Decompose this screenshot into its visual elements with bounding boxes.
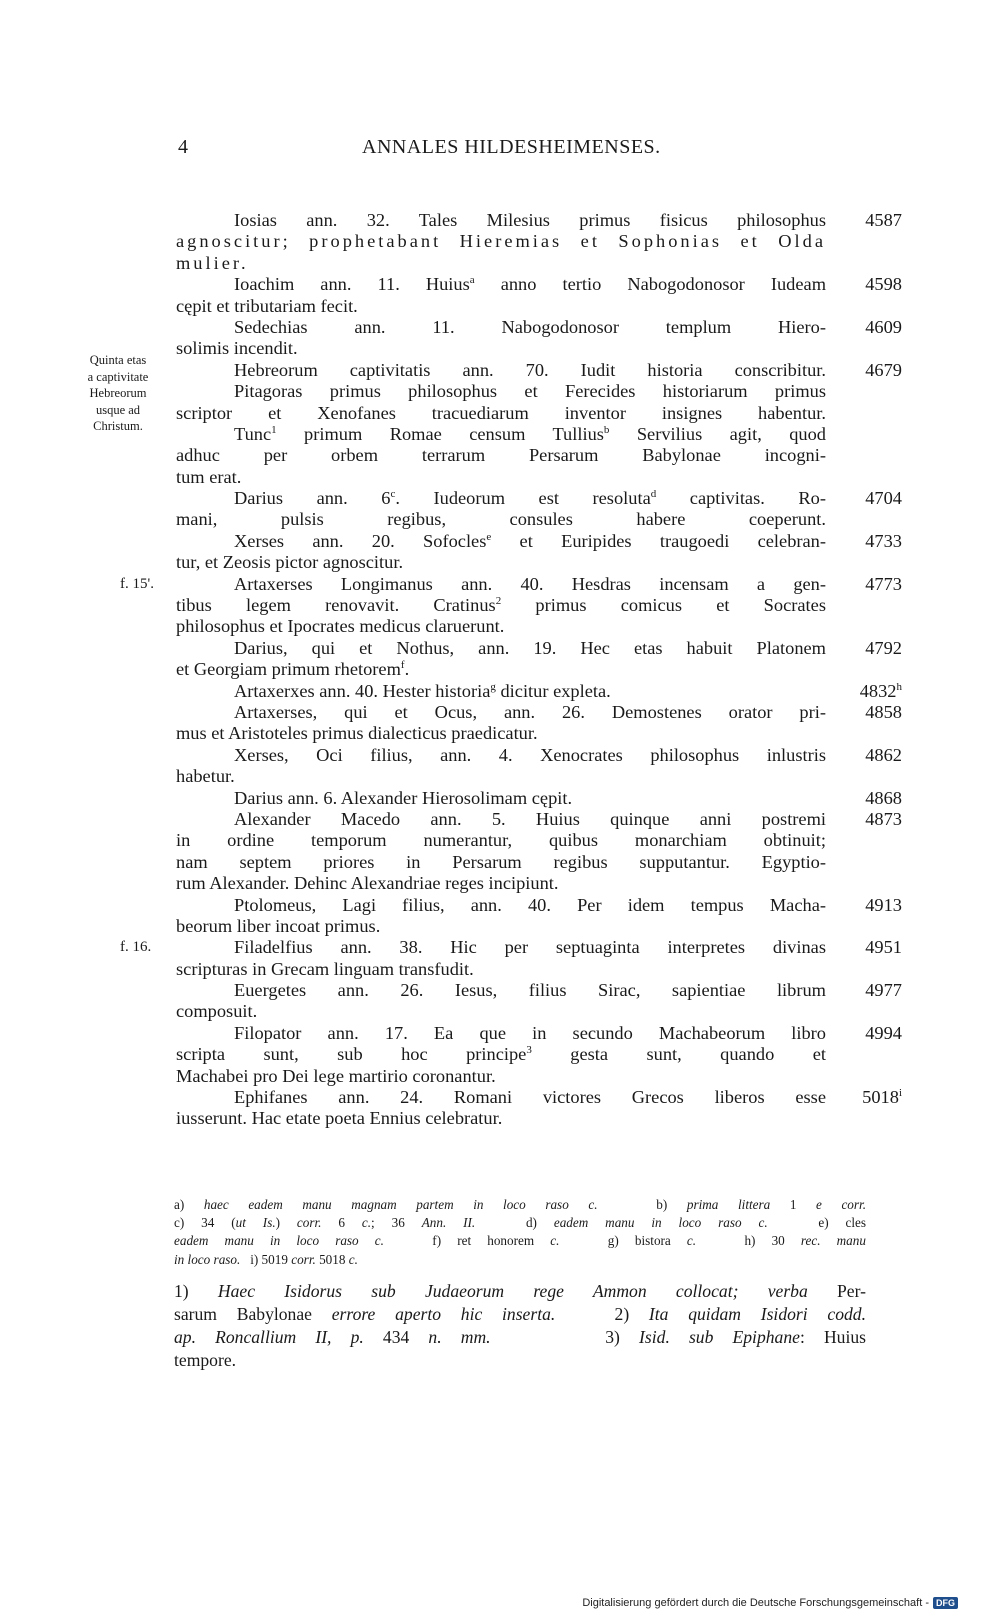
text-line: [0, 403, 1000, 424]
line-segment: dicitur expleta.: [495, 680, 611, 701]
line-segment: Sedechias ann. 11. Nabogodonosor templum Hiero-: [234, 316, 826, 337]
line-text: [176, 253, 249, 274]
running-title: ANNALES HILDESHEIMENSES.: [362, 136, 661, 158]
numbered-notes: [174, 1280, 866, 1372]
text-line: [0, 616, 1000, 637]
line-text: [176, 231, 826, 252]
line-text: [176, 552, 403, 573]
line-segment: tur, et Zeosis pictor agnoscitur.: [176, 552, 404, 573]
line-text: [176, 616, 504, 637]
line-segment: agnoscitur; prophetabant Hieremias et Sophonias et Olda: [176, 231, 826, 252]
line-text: [234, 638, 826, 659]
text-line: [0, 1001, 1000, 1022]
year-of-world: [860, 681, 902, 702]
year-value: 4733: [865, 530, 902, 551]
text-line: [0, 1066, 1000, 1087]
year-of-world: [865, 702, 902, 723]
text-line: [0, 809, 1000, 830]
line-segment: scriptor et Xenofanes tracuediarum inventor insignes habentur.: [176, 402, 826, 423]
year-value: 4862: [865, 744, 902, 765]
note-marker: f: [400, 659, 405, 672]
year-of-world: [865, 210, 902, 231]
page-header: [0, 136, 1000, 166]
note-marker: d: [650, 488, 657, 500]
text-line: [0, 766, 1000, 787]
note-marker: e: [486, 530, 492, 543]
line-segment: rum Alexander. Dehinc Alexandriae reges incipiunt.: [176, 873, 559, 894]
line-segment: solimis incendit.: [176, 338, 298, 359]
line-segment: et Euripides traugoedi celebran-: [491, 530, 826, 551]
year-of-world: [865, 488, 902, 509]
apparatus-line: in loco raso. i) 5019 corr. 5018 c.: [174, 1251, 358, 1267]
line-text: [234, 1087, 826, 1108]
text-line: [0, 445, 1000, 466]
text-line: [0, 745, 1000, 766]
line-segment: Darius ann. 6. Alexander Hierosolimam cępit.: [234, 787, 573, 808]
margin-note-line: Christum.: [93, 419, 143, 434]
line-text: [176, 1108, 502, 1129]
text-line: [0, 381, 1000, 402]
text-line: [0, 681, 1000, 702]
text-line: [0, 873, 1000, 894]
line-segment: Ptolomeus, Lagi filius, ann. 40. Per idem tempus Macha-: [234, 894, 826, 915]
line-segment: mus et Aristoteles primus dialecticus praedicatur.: [176, 723, 538, 744]
year-value: 4679: [865, 359, 902, 380]
text-line: [0, 937, 1000, 958]
note-line: sarum Babylonae errore aperto hic inserta. 2) Ita quidam Isidori codd.: [174, 1304, 866, 1324]
line-segment: philosophus et Ipocrates medicus claruerunt.: [176, 616, 505, 637]
text-line: [0, 274, 1000, 295]
margin-note-line: Quinta etas: [89, 353, 147, 367]
digitization-credit: [582, 1597, 958, 1609]
text-line: [0, 317, 1000, 338]
line-segment: Darius, qui et Nothus, ann. 19. Hec etas habuit Platonem: [234, 637, 826, 658]
text-line: [0, 338, 1000, 359]
note-marker: c: [390, 488, 396, 500]
critical-apparatus: [174, 1196, 866, 1269]
year-value: 4792: [865, 637, 902, 658]
line-text: [234, 937, 826, 958]
text-line: [0, 723, 1000, 744]
text-line: [0, 595, 1000, 616]
line-text: [234, 745, 826, 766]
year-value: 4913: [865, 894, 902, 915]
text-line: [0, 531, 1000, 552]
year-value: 4832: [859, 680, 897, 701]
year-of-world: [865, 980, 902, 1001]
year-value: 4951: [865, 937, 902, 958]
line-segment: tum erat.: [176, 466, 242, 487]
year-value: 4977: [865, 980, 902, 1001]
year-value: 4858: [865, 701, 902, 722]
text-line: [0, 852, 1000, 873]
line-text: [176, 830, 826, 851]
line-segment: Xerses, Oci filius, ann. 4. Xenocrates philosophus inlustris: [234, 744, 826, 765]
line-segment: Artaxerses Longimanus ann. 40. Hesdras incensam a gen-: [234, 573, 826, 594]
year-value: 4994: [865, 1022, 902, 1043]
line-text: [234, 809, 826, 830]
line-text: [234, 210, 826, 231]
line-segment: mulier.: [176, 252, 249, 273]
line-segment: Filopator ann. 17. Ea que in secundo Machabeorum libro: [234, 1022, 826, 1043]
text-line: [0, 467, 1000, 488]
line-text: [176, 1066, 496, 1087]
line-text: [234, 1023, 826, 1044]
text-line: [0, 488, 1000, 509]
line-segment: Darius ann. 6: [234, 488, 391, 509]
year-of-world: [865, 360, 902, 381]
line-segment: Ioachim ann. 11. Huius: [234, 274, 470, 295]
page-number: 4: [178, 136, 188, 158]
apparatus-line: c) 34 (ut Is.) corr. 6 c.; 36 Ann. II. d) eadem manu in loco raso c. e) cles: [174, 1215, 866, 1231]
line-text: [176, 595, 826, 616]
margin-note-line: a captivitate: [87, 369, 149, 384]
folio-mark: f. 15'.: [120, 575, 154, 592]
line-segment: Xerses ann. 20. Sofocles: [234, 530, 487, 551]
note-line: ap. Roncallium II, p. 434 n. mm. 3) Isid. sub Epiphane: Huius: [174, 1327, 866, 1347]
text-line: [0, 552, 1000, 573]
line-text: [234, 317, 826, 338]
line-text: [234, 381, 826, 402]
text-line: [0, 231, 1000, 252]
line-text: [176, 338, 298, 359]
line-text: [176, 766, 235, 787]
line-segment: scripta sunt, sub hoc principe: [176, 1044, 527, 1065]
note-marker: a: [469, 274, 475, 287]
text-line: [0, 916, 1000, 937]
year-of-world: [865, 745, 902, 766]
year-note-marker: h: [896, 680, 902, 693]
line-text: [234, 681, 611, 702]
line-segment: adhuc per orbem terrarum Persarum Babylonae incogni-: [176, 445, 826, 466]
text-line: [0, 638, 1000, 659]
line-segment: Alexander Macedo ann. 5. Huius quinque anni postremi: [234, 808, 826, 829]
line-text: [176, 659, 409, 680]
text-line: [0, 702, 1000, 723]
line-segment: gesta sunt, quando et: [531, 1044, 826, 1065]
line-segment: et Georgiam primum rhetorem: [176, 659, 401, 680]
line-segment: scripturas in Grecam linguam transfudit.: [176, 958, 474, 979]
line-text: [176, 852, 826, 873]
line-text: [234, 574, 826, 595]
line-segment: Pitagoras primus philosophus et Ferecides historiarum primus: [234, 381, 826, 402]
apparatus-line: a) haec eadem manu magnam partem in loco raso c. b) prima littera 1 e corr.: [174, 1197, 866, 1212]
text-line: [0, 959, 1000, 980]
line-text: [234, 488, 826, 509]
text-line: [0, 659, 1000, 680]
line-segment: in ordine temporum numerantur, quibus monarchiam obtinuit;: [176, 830, 826, 851]
year-value: 4598: [865, 274, 902, 295]
year-value: 4868: [865, 787, 902, 808]
note-marker: g: [490, 680, 496, 693]
text-line: [0, 980, 1000, 1001]
dfg-logo: DFG: [933, 1597, 958, 1609]
apparatus-line: eadem manu in loco raso c. f) ret honorem c. g) bistora c. h) 30 rec. manu: [174, 1233, 866, 1249]
line-text: [234, 980, 826, 1001]
line-segment: Ephifanes ann. 24. Romani victores Grecos liberos esse: [234, 1087, 826, 1108]
line-segment: primum Romae censum Tullius: [276, 423, 604, 444]
line-text: [176, 445, 826, 466]
line-text: [176, 723, 538, 744]
year-value: 4873: [865, 808, 902, 829]
line-segment: .: [404, 659, 410, 680]
line-text: [176, 509, 826, 530]
line-segment: Artaxerses, qui et Ocus, ann. 26. Demostenes orator pri-: [234, 701, 826, 722]
line-text: [176, 873, 559, 894]
annals-text: [0, 210, 1000, 1130]
line-text: [234, 702, 826, 723]
line-segment: . Iudeorum est resoluta: [395, 488, 651, 509]
folio-mark: f. 16.: [120, 939, 152, 956]
line-segment: iusserunt. Hac etate poeta Ennius celebratur.: [176, 1108, 503, 1129]
text-line: [0, 424, 1000, 445]
year-of-world: [865, 937, 902, 958]
line-text: [234, 360, 826, 381]
line-segment: nam septem priores in Persarum regibus supputantur. Egyptio-: [176, 851, 826, 872]
line-segment: Filadelfius ann. 38. Hic per septuaginta interpretes divinas: [234, 937, 826, 958]
year-of-world: [865, 809, 902, 830]
year-of-world: [865, 531, 902, 552]
year-value: 5018: [862, 1087, 899, 1108]
note-line: tempore.: [174, 1350, 237, 1370]
text-line: [0, 1044, 1000, 1065]
line-text: [234, 895, 826, 916]
margin-note-line: usque ad: [95, 402, 141, 417]
line-segment: Machabei pro Dei lege martirio coronantur.: [176, 1065, 496, 1086]
text-line: [0, 1023, 1000, 1044]
year-of-world: [865, 274, 902, 295]
line-segment: beorum liber incoat primus.: [176, 915, 381, 936]
text-line: [0, 1108, 1000, 1129]
year-value: 4704: [865, 488, 902, 509]
text-line: [0, 509, 1000, 530]
line-segment: captivitas. Ro-: [656, 488, 826, 509]
note-marker: 1: [271, 423, 277, 436]
line-segment: anno tertio Nabogodonosor Iudeam: [474, 274, 826, 295]
text-line: [0, 296, 1000, 317]
credit-text: Digitalisierung gefördert durch die Deutsche Forschungsgemeinschaft -: [582, 1597, 929, 1609]
line-segment: Hebreorum captivitatis ann. 70. Iudit historia conscribitur.: [234, 359, 826, 380]
line-text: [176, 1001, 257, 1022]
line-text: [234, 788, 572, 809]
text-line: [0, 210, 1000, 231]
line-segment: primus comicus et Socrates: [501, 595, 826, 616]
year-value: 4609: [865, 316, 902, 337]
line-segment: Tunc: [234, 423, 272, 444]
note-marker: b: [603, 423, 610, 436]
line-text: [176, 403, 826, 424]
line-text: [234, 424, 826, 445]
line-text: [176, 467, 241, 488]
text-line: [0, 830, 1000, 851]
line-segment: composuit.: [176, 1001, 258, 1022]
text-line: [0, 1087, 1000, 1108]
year-of-world: [865, 788, 902, 809]
line-segment: mani, pulsis regibus, consules habere coeperunt.: [176, 509, 826, 530]
text-line: [0, 360, 1000, 381]
line-text: [176, 916, 380, 937]
text-line: [0, 253, 1000, 274]
line-segment: cępit et tributariam fecit.: [176, 295, 358, 316]
line-text: [234, 274, 826, 295]
text-line: [0, 895, 1000, 916]
year-of-world: [865, 1023, 902, 1044]
year-value: 4587: [865, 210, 902, 230]
note-marker: 3: [526, 1044, 532, 1057]
text-line: [0, 574, 1000, 595]
note-marker: 2: [495, 595, 502, 607]
year-of-world: [865, 895, 902, 916]
line-segment: Euergetes ann. 26. Iesus, filius Sirac, sapientiae librum: [234, 980, 826, 1001]
line-segment: Artaxerxes ann. 40. Hester historia: [234, 680, 491, 701]
year-of-world: [862, 1087, 902, 1108]
line-segment: Servilius agit, quod: [609, 423, 826, 444]
year-of-world: [865, 638, 902, 659]
line-text: [176, 1044, 826, 1065]
line-segment: Iosias ann. 32. Tales Milesius primus fisicus philosophus: [234, 210, 826, 230]
line-text: [176, 959, 474, 980]
text-line: [0, 788, 1000, 809]
line-segment: habetur.: [176, 766, 235, 787]
margin-note-line: Hebreorum: [89, 386, 147, 401]
note-line: 1) Haec Isidorus sub Judaeorum rege Ammon collocat; verba Per-: [174, 1281, 866, 1301]
year-note-marker: i: [898, 1086, 902, 1099]
line-text: [176, 296, 358, 317]
year-of-world: [865, 574, 902, 595]
year-value: 4773: [865, 573, 902, 594]
year-of-world: [865, 317, 902, 338]
line-text: [234, 531, 826, 552]
line-segment: tibus legem renovavit. Cratinus: [176, 595, 496, 616]
